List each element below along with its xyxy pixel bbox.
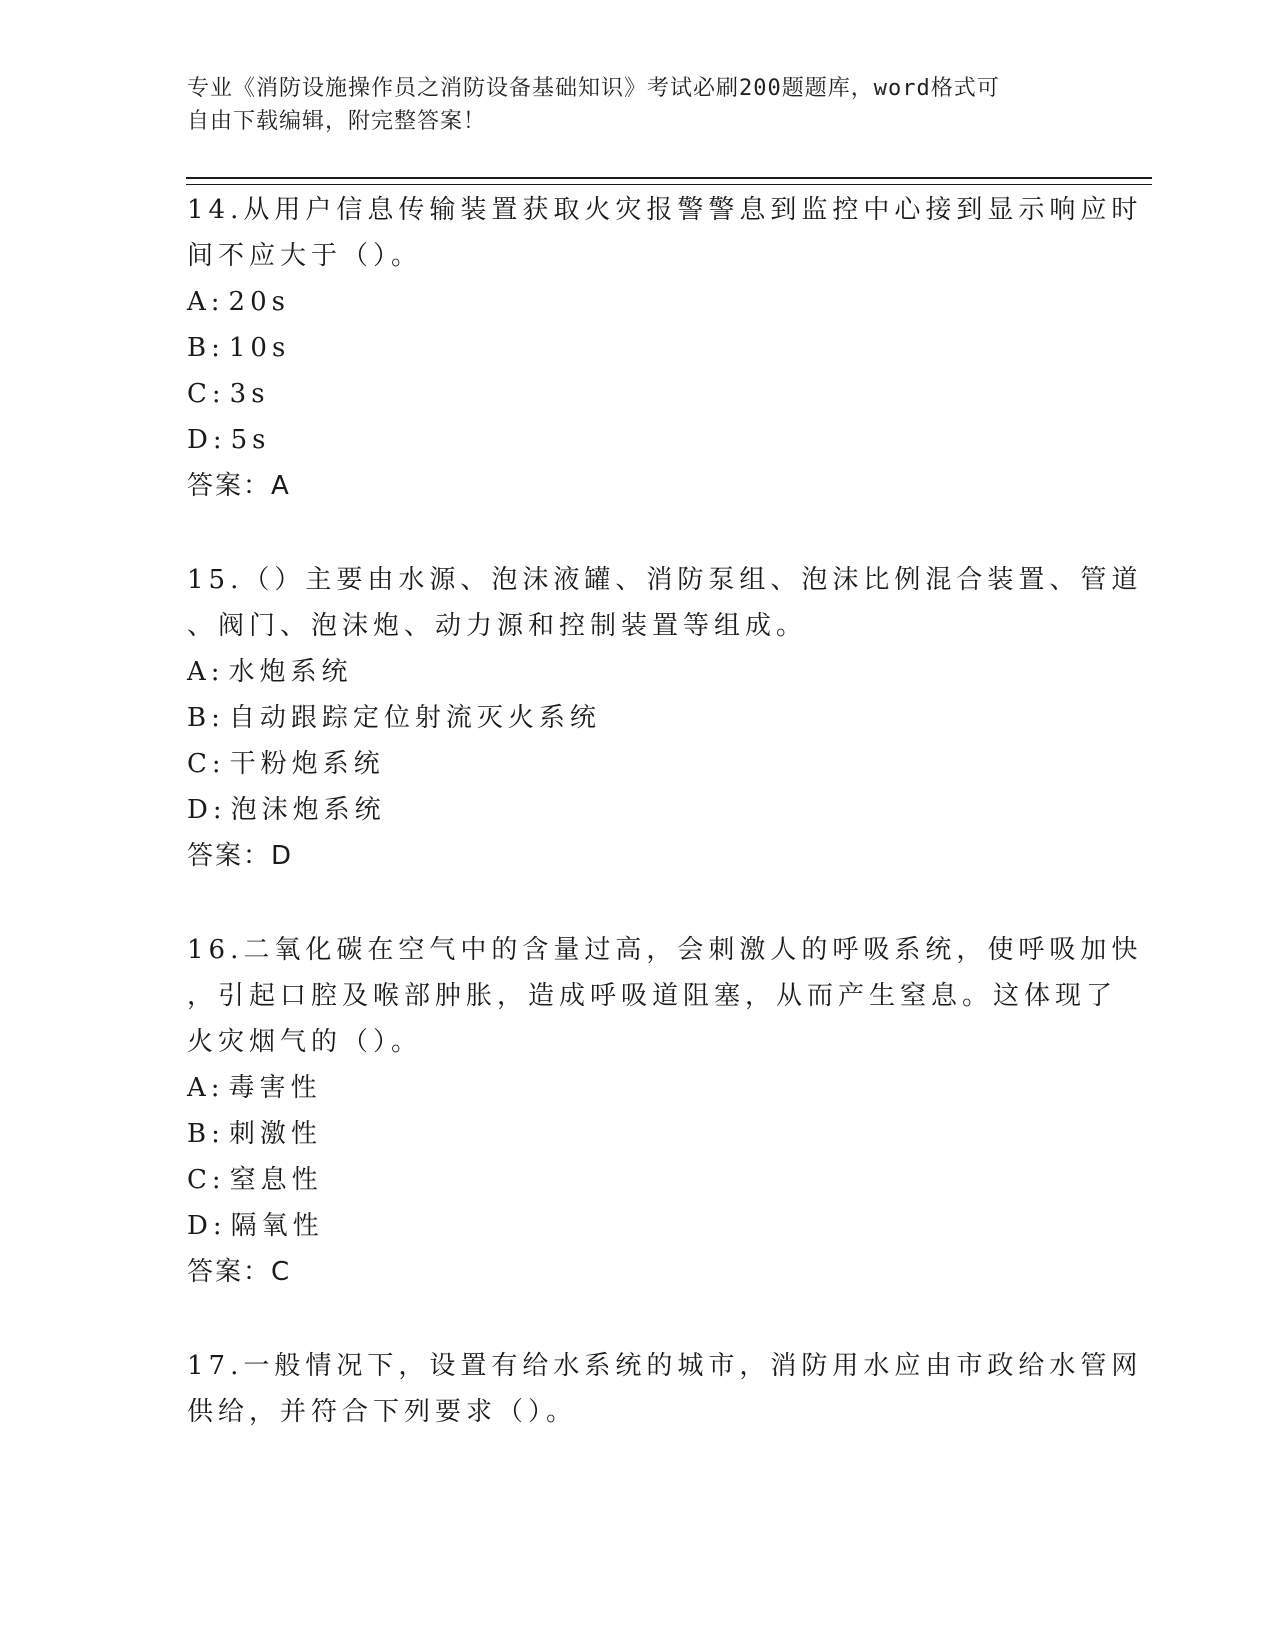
- option-key: A:: [187, 657, 225, 687]
- option-key: D:: [187, 795, 227, 825]
- question-stem-line: 14.从用户信息传输装置获取火灾报警警息到监控中心接到显示响应时: [187, 195, 1143, 225]
- question-stem-line: 17.一般情况下，设置有给水系统的城市，消防用水应由市政给水管网: [187, 1351, 1143, 1381]
- option-key: B:: [187, 1119, 225, 1149]
- question-stem-line: 15.（）主要由水源、泡沫液罐、消防泵组、泡沫比例混合装置、管道: [187, 565, 1143, 595]
- option-c: [187, 741, 1077, 787]
- option-text: 20s: [228, 287, 290, 317]
- answer-label: 答案：A: [187, 471, 291, 501]
- option-text: 5s: [230, 425, 271, 455]
- option-d: [187, 787, 1077, 833]
- header-line-2: 自由下载编辑，附完整答案！: [187, 109, 487, 134]
- header-divider-thick: [186, 177, 1152, 179]
- option-text: 10s: [228, 333, 291, 363]
- option-key: D:: [187, 425, 227, 455]
- option-d: [187, 1203, 1077, 1249]
- question-list: [187, 187, 1143, 1435]
- option-a: [187, 1065, 1077, 1111]
- question-16: [187, 927, 1143, 1295]
- option-key: C:: [187, 379, 226, 409]
- answer-label: 答案：C: [187, 1257, 292, 1287]
- option-b: [187, 1111, 1077, 1157]
- option-b: [187, 695, 1077, 741]
- option-key: B:: [187, 703, 225, 733]
- question-15: [187, 557, 1143, 879]
- option-text: 隔氧性: [230, 1211, 324, 1241]
- option-key: D:: [187, 1211, 227, 1241]
- answer-label: 答案：D: [187, 841, 294, 871]
- header-line-1: 专业《消防设施操作员之消防设备基础知识》考试必刷200题题库，word格式可: [187, 76, 1000, 101]
- option-a: [187, 649, 1077, 695]
- option-text: 3s: [229, 379, 270, 409]
- option-key: A:: [187, 1073, 225, 1103]
- option-key: A:: [187, 287, 225, 317]
- question-stem-line: 、阀门、泡沫炮、动力源和控制装置等组成。: [187, 611, 808, 641]
- option-text: 窒息性: [229, 1165, 323, 1195]
- option-a: [187, 279, 1077, 325]
- document-header: [187, 72, 1067, 138]
- question-14: [187, 187, 1143, 509]
- option-text: 毒害性: [228, 1073, 322, 1103]
- option-key: B:: [187, 333, 225, 363]
- option-text: 泡沫炮系统: [230, 795, 386, 825]
- question-stem-line: 16.二氧化碳在空气中的含量过高，会刺激人的呼吸系统，使呼吸加快: [187, 935, 1143, 965]
- option-text: 刺激性: [228, 1119, 322, 1149]
- option-c: [187, 1157, 1077, 1203]
- option-text: 自动跟踪定位射流灭火系统: [228, 703, 601, 733]
- option-text: 干粉炮系统: [229, 749, 385, 779]
- option-text: 水炮系统: [228, 657, 353, 687]
- option-d: [187, 417, 1077, 463]
- option-c: [187, 371, 1077, 417]
- question-stem-line: ，引起口腔及喉部肿胀，造成呼吸道阻塞，从而产生窒息。这体现了: [187, 981, 1118, 1011]
- question-stem-line: 供给，并符合下列要求（）。: [187, 1397, 578, 1427]
- question-stem-line: 间不应大于（）。: [187, 241, 423, 271]
- option-key: C:: [187, 1165, 226, 1195]
- question-stem-line: 火灾烟气的（）。: [187, 1027, 423, 1057]
- question-17: [187, 1343, 1143, 1435]
- option-b: [187, 325, 1077, 371]
- option-key: C:: [187, 749, 226, 779]
- header-divider-thin: [186, 184, 1152, 185]
